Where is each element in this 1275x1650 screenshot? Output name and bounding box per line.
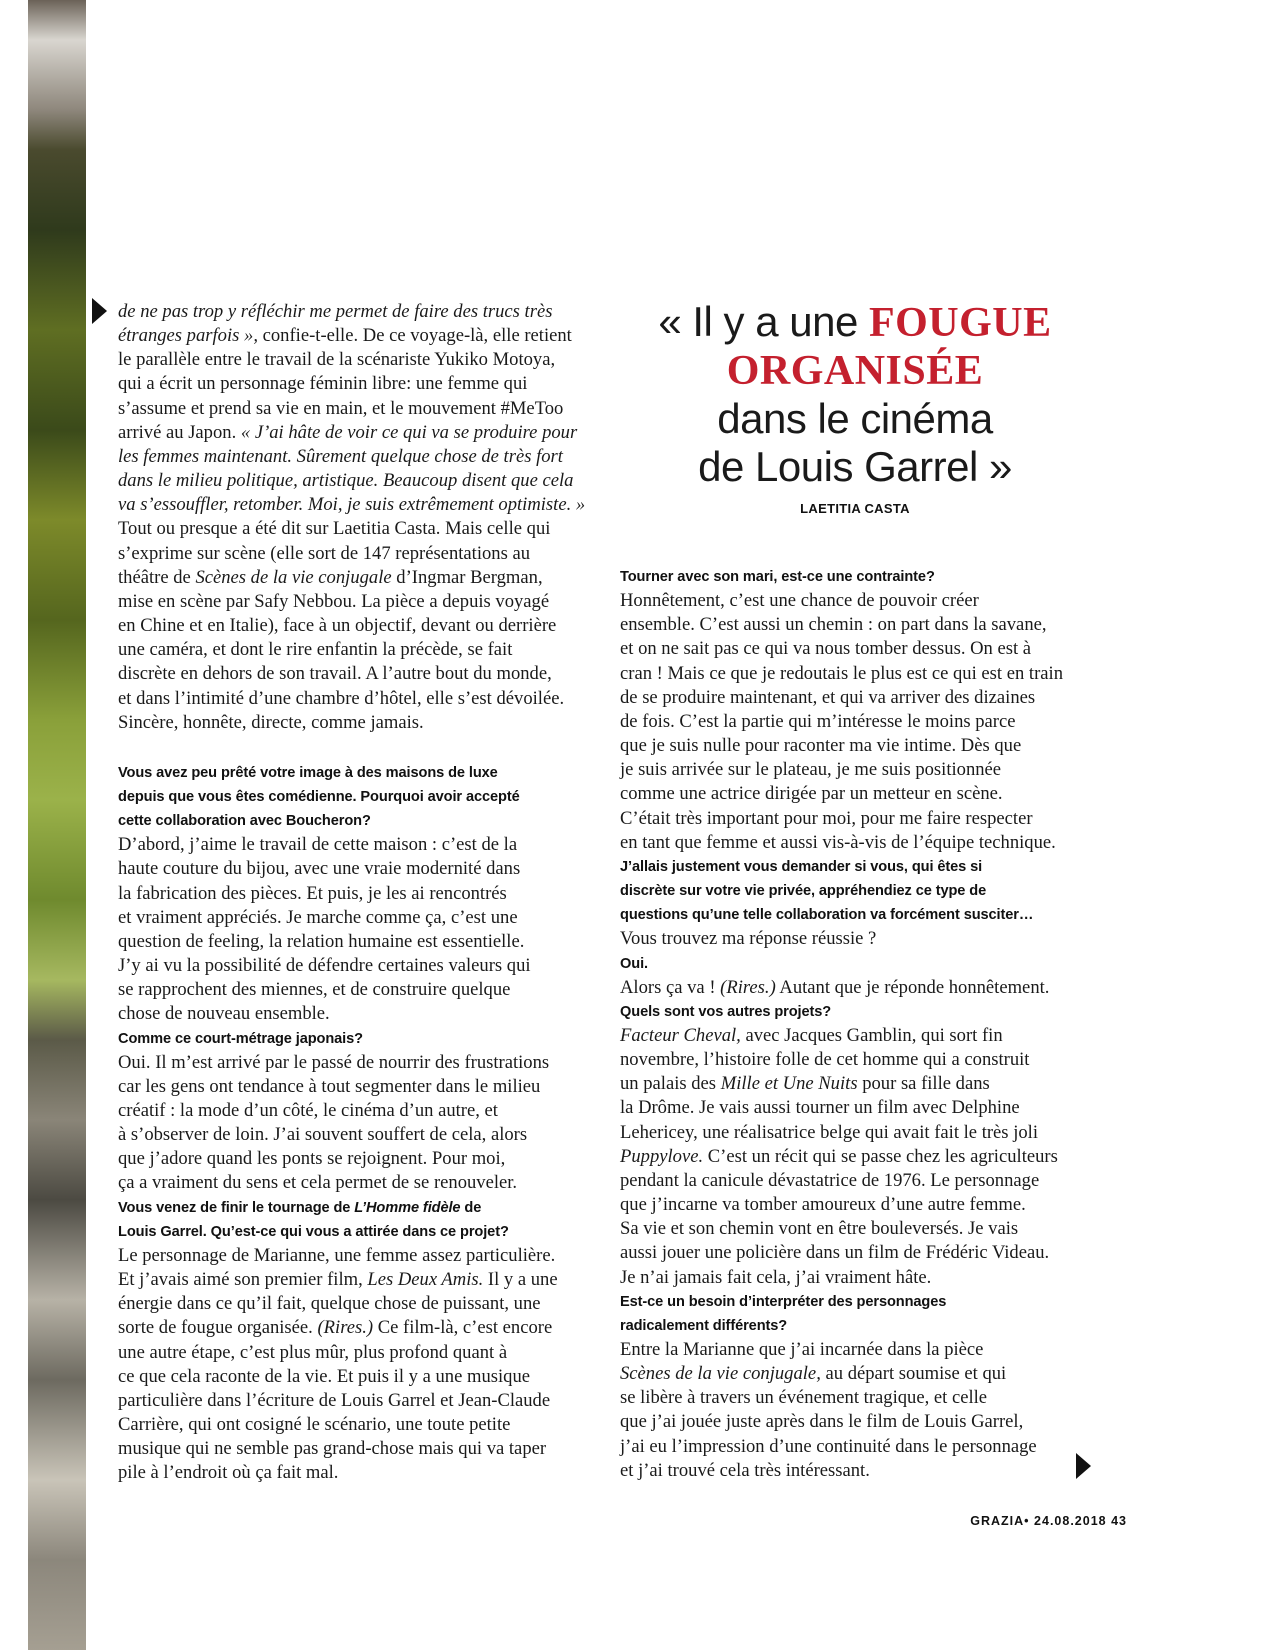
text-run: d’Ingmar Bergman, mise en scène par Safy Nebbou. La pièce a depuis voyagé en Chine et en Italie), face à un objectif, devant ou derrière une caméra, et dont le rire enfantin la précède, se fait discrète en dehors de son travail. A l’autre bout du monde, et dans l’intimité d’une chambre d’hôtel, elle s’est dévoilée. Sincère, honnête, directe, comme jamais. xyxy=(118,566,565,733)
article-paragraph xyxy=(118,833,608,1026)
continued-from-arrow-icon xyxy=(92,298,107,324)
text-run: Oui. Il m’est arrivé par le passé de nourrir des frustrations car les gens ont tendance à tout segmenter dans le milieu créatif : la mode d’un côté, le cinéma d’un autre, et à s’observer de loin. J’ai souvent souffert de cela, alors que j’adore quand les ponts se rejoignent. Pour moi, ça a vraiment du sens et cela permet de se renouveler. xyxy=(118,1051,550,1194)
italic-text: de ne pas trop y réfléchir me permet de faire des trucs très étranges parfois », xyxy=(118,301,553,347)
pull-quote-highlight-2: ORGANISÉE xyxy=(726,348,984,394)
left-article-column xyxy=(118,300,608,1486)
text-run: Honnêtement, c’est une chance de pouvoir créer ensemble. C’est aussi un chemin : on part dans la savane, et on ne sait pas ce qui va nous tomber dessus. On est à cran ! Mais ce que je redoutais le plus est ce qui est en train de se produire maintenant, et qui va arriver des dizaines de fois. C’est la partie qui m’intéresse le moins parce que je suis nulle pour raconter ma vie intime. Dès que je suis arrivée sur le plateau, je me suis positionnée comme une actrice dirigée par un metteur en scène. C’était très important pour moi, pour me faire respecter en tant que femme et aussi vis-à-vis de l’équipe technique. xyxy=(620,590,1063,853)
article-paragraph xyxy=(118,300,608,735)
text-run: au départ soumise et qui se libère à travers un événement tragique, et celle que j’ai jouée juste après dans le film de Louis Garrel, j’ai eu l’impression d’une continuité dans le personnage et j’ai trouvé cela très intéressant. xyxy=(620,1363,1037,1481)
page-footer xyxy=(970,1514,1127,1528)
text-run: avec Jacques Gamblin, qui sort fin novembre, l’histoire folle de cet homme qui a construit un palais des xyxy=(620,1024,1030,1095)
interview-question xyxy=(620,855,1110,927)
italic-text: (Rires.) xyxy=(720,976,776,998)
pull-quote-highlight: FOUGUE xyxy=(868,300,1052,346)
interview-question xyxy=(118,1027,608,1051)
italic-text: Mille et Une Nuits xyxy=(720,1073,858,1095)
italic-text: Les Deux Amis. xyxy=(367,1269,484,1291)
pull-quote-line-1 xyxy=(620,298,1090,347)
text-run: Quels sont vos autres projets? xyxy=(620,1003,832,1020)
text-run: Oui. xyxy=(620,955,648,972)
text-run: Vous venez de finir le tournage de xyxy=(118,1199,355,1216)
magazine-name: GRAZIA xyxy=(970,1514,1025,1528)
article-paragraph xyxy=(620,927,1110,951)
italic-text: L’Homme fidèle xyxy=(354,1199,461,1216)
italic-text: (Rires.) xyxy=(317,1317,374,1339)
text-run: Alors ça va ! xyxy=(620,976,721,998)
text-run: Entre la Marianne que j’ai incarnée dans la pièce xyxy=(620,1339,984,1360)
interview-question xyxy=(620,565,1110,589)
text-run: de Louis Garrel. Qu’est-ce qui vous a attirée dans ce projet? xyxy=(118,1199,509,1240)
interview-question xyxy=(620,1290,1110,1338)
issue-date: 24.08.2018 xyxy=(1034,1514,1107,1528)
text-run: Autant que je réponde honnêtement. xyxy=(775,976,1050,998)
text-run: Tourner avec son mari, est-ce une contrainte? xyxy=(620,569,935,585)
text-run: J’allais justement vous demander si vous, qui êtes si discrète sur votre vie privée, appréhendiez ce type de questions qu’une telle collaboration va forcément susciter… xyxy=(620,858,1034,924)
article-paragraph xyxy=(620,589,1110,855)
text-run: Est-ce un besoin d’interpréter des personnages radicalement différents? xyxy=(620,1293,947,1334)
pull-quote xyxy=(620,298,1090,491)
footer-separator: • xyxy=(1024,1514,1030,1528)
right-article-column xyxy=(620,565,1110,1483)
text-run: Comme ce court-métrage japonais? xyxy=(118,1030,363,1047)
text-run: Il y a une énergie dans ce qu’il fait, quelque chose de puissant, une sorte de fougue organisée. xyxy=(118,1269,558,1339)
interview-question xyxy=(118,761,608,833)
text-run: D’abord, j’aime le travail de cette maison : c’est de la haute couture du bijou, avec une vraie modernité dans la fabrication des pièces. Et puis, je les ai rencontrés et vraiment appréciés. Je marche comme ça, c’est une question de feeling, la relation humaine est essentielle. J’y ai vu la possibilité de défendre certaines valeurs qui se rapprochent des miennes, et de construire quelque chose de nouveau ensemble. xyxy=(118,834,531,1025)
interview-question xyxy=(118,1196,608,1244)
article-paragraph xyxy=(118,1244,608,1486)
text-run: C’est un récit qui se passe chez les agriculteurs pendant la canicule dévastatrice de 1976. Le personnage que j’incarne va tomber amoureux d’une autre femme. Sa vie et son chemin vont en être bouleversés. Je vais aussi jouer une policière dans un film de Frédéric Videau. Je n’ai jamais fait cela, j’ai vraiment hâte. xyxy=(620,1145,1058,1288)
italic-text: « J’ai hâte de voir ce qui va se produire pour les femmes maintenant. Sûrement quelque chose de très fort dans le milieu politique, artistique. Beaucoup disent que cela va s’essouffler, retomber. Moi, je suis extrêmement optimiste. » xyxy=(118,421,586,516)
text-run: Vous avez peu prêté votre image à des maisons de luxe depuis que vous êtes comédienne. Pourquoi avoir accepté cette collaboration avec Boucheron? xyxy=(118,764,520,830)
pull-quote-open: « Il y a une xyxy=(658,298,869,345)
page-number: 43 xyxy=(1111,1514,1127,1528)
pull-quote-author: LAETITIA CASTA xyxy=(800,501,910,516)
text-run: Tout ou presque a été dit sur Laetitia Casta. Mais celle qui s’exprime sur scène (elle sort de 147 représentations au théâtre de xyxy=(118,518,551,588)
text-run: Le personnage de Marianne, une femme assez particulière. Et j’avais aimé son premier film, xyxy=(118,1244,556,1291)
interview-question xyxy=(620,1000,1110,1024)
italic-text: Scènes de la vie conjugale xyxy=(195,566,392,588)
interview-question xyxy=(620,952,1110,976)
article-paragraph xyxy=(620,976,1110,1000)
pull-quote-line-4: de Louis Garrel » xyxy=(698,443,1012,490)
side-photo-strip xyxy=(28,0,86,1650)
text-run: pour sa fille dans la Drôme. Je vais aussi tourner un film avec Delphine Lehericey, une réalisatrice belge qui avait fait le très joli xyxy=(620,1073,1038,1143)
italic-text: Scènes de la vie conjugale, xyxy=(620,1363,821,1385)
italic-text: Facteur Cheval, xyxy=(620,1024,741,1046)
article-paragraph xyxy=(620,1338,1110,1483)
text-run: confie-t-elle. De ce voyage-là, elle retient le parallèle entre le travail de la scénariste Yukiko Motoya, qui a écrit un personnage féminin libre: une femme qui s’assume et prend sa vie en main, et le mouvement #MeToo arrivé au Japon. xyxy=(118,325,572,443)
text-run: Vous trouvez ma réponse réussie ? xyxy=(620,928,877,950)
text-run: Ce film-là, c’est encore une autre étape, c’est plus mûr, plus profond quant à ce que cela raconte de la vie. Et puis il y a une musique particulière dans l’écriture de Louis Garrel et Jean-Claude Carrière, qui ont cosigné le scénario, une toute petite musique qui ne semble pas grand-chose mais qui va taper pile à l’endroit où ça fait mal. xyxy=(118,1317,553,1484)
italic-text: Puppylove. xyxy=(620,1145,704,1167)
article-paragraph xyxy=(620,1024,1110,1290)
pull-quote-line-3: dans le cinéma xyxy=(717,395,993,442)
article-paragraph xyxy=(118,1051,608,1196)
